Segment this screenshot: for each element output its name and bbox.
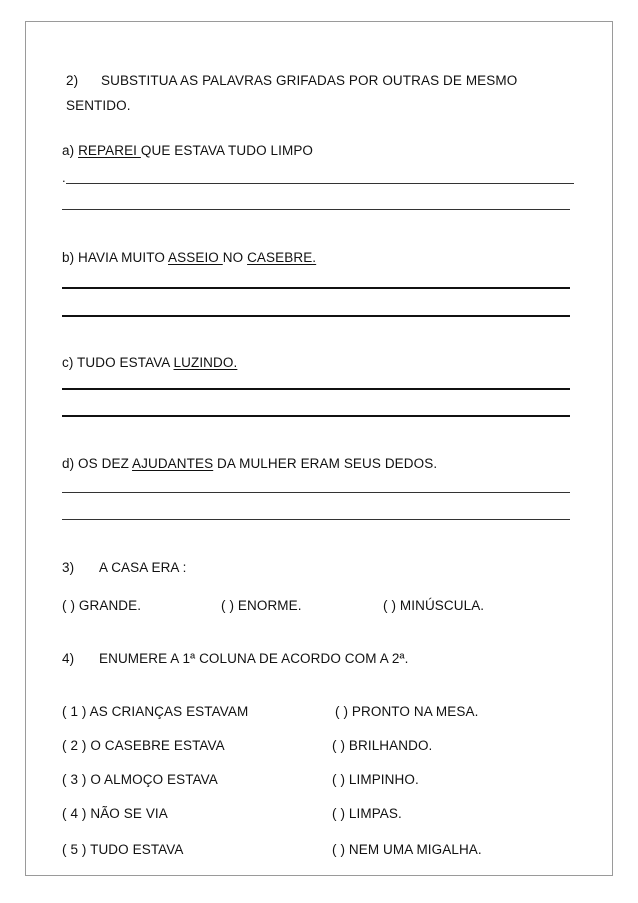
q4-right-item-5[interactable]: ( ) NEM UMA MIGALHA. xyxy=(332,842,482,857)
q2d-prefix: d) OS DEZ xyxy=(62,456,133,471)
q2c-prefix: c) TUDO ESTAVA xyxy=(62,355,174,370)
q2b-middle: NO xyxy=(222,250,248,265)
q2d-rest: DA MULHER ERAM SEUS DEDOS. xyxy=(213,456,438,471)
q3-question: A CASA ERA : xyxy=(99,560,187,575)
q2a-answer-line-1[interactable] xyxy=(66,183,574,184)
q2a-sentence xyxy=(62,143,313,159)
q4-right-item-4[interactable]: ( ) LIMPAS. xyxy=(332,806,402,821)
q4-left-item-5: ( 5 ) TUDO ESTAVA xyxy=(62,842,184,857)
q4-instruction: ENUMERE A 1ª COLUNA DE ACORDO COM A 2ª. xyxy=(99,651,409,666)
q2c-answer-line-1[interactable] xyxy=(62,388,570,390)
q2b-underlined-word-1: ASSEIO xyxy=(168,250,223,265)
q4-left-item-3: ( 3 ) O ALMOÇO ESTAVA xyxy=(62,772,218,787)
q2a-answer-line-2[interactable] xyxy=(62,209,570,210)
q4-left-item-4: ( 4 ) NÃO SE VIA xyxy=(62,806,168,821)
q2b-prefix: b) HAVIA MUITO xyxy=(62,250,169,265)
q2c-underlined-word: LUZINDO. xyxy=(173,355,238,370)
q4-right-item-3[interactable]: ( ) LIMPINHO. xyxy=(332,772,419,787)
q2a-line-lead: . xyxy=(62,170,66,185)
q3-option-3[interactable]: ( ) MINÚSCULA. xyxy=(383,598,485,613)
q2d-answer-line-2[interactable] xyxy=(62,519,570,520)
q4-right-item-1[interactable]: ( ) PRONTO NA MESA. xyxy=(335,704,479,719)
q2d-answer-line-1[interactable] xyxy=(62,492,570,493)
q2b-answer-line-2[interactable] xyxy=(62,315,570,317)
q2c-sentence xyxy=(62,355,237,371)
q4-left-item-1: ( 1 ) AS CRIANÇAS ESTAVAM xyxy=(62,704,249,719)
q2a-prefix: a) xyxy=(62,143,79,158)
q2b-sentence xyxy=(62,250,316,266)
q2b-underlined-word-2: CASEBRE. xyxy=(247,250,317,265)
q2d-underlined-word: AJUDANTES xyxy=(132,456,214,471)
q2a-rest: QUE ESTAVA TUDO LIMPO xyxy=(140,143,314,158)
q2a-underlined-word: REPAREI xyxy=(78,143,141,158)
q2b-answer-line-1[interactable] xyxy=(62,287,570,289)
q4-right-item-2[interactable]: ( ) BRILHANDO. xyxy=(332,738,433,753)
q4-number: 4) xyxy=(62,651,75,666)
q3-option-2[interactable]: ( ) ENORME. xyxy=(221,598,302,613)
q3-number: 3) xyxy=(62,560,75,575)
q2c-answer-line-2[interactable] xyxy=(62,415,570,417)
q2-instruction-line1: SUBSTITUA AS PALAVRAS GRIFADAS POR OUTRAS DE MESMO xyxy=(101,73,518,88)
q2-instruction-line2: SENTIDO. xyxy=(66,98,131,113)
q2d-sentence xyxy=(62,456,437,472)
q2-number: 2) xyxy=(66,73,79,88)
q3-option-1[interactable]: ( ) GRANDE. xyxy=(62,598,142,613)
q4-left-item-2: ( 2 ) O CASEBRE ESTAVA xyxy=(62,738,225,753)
